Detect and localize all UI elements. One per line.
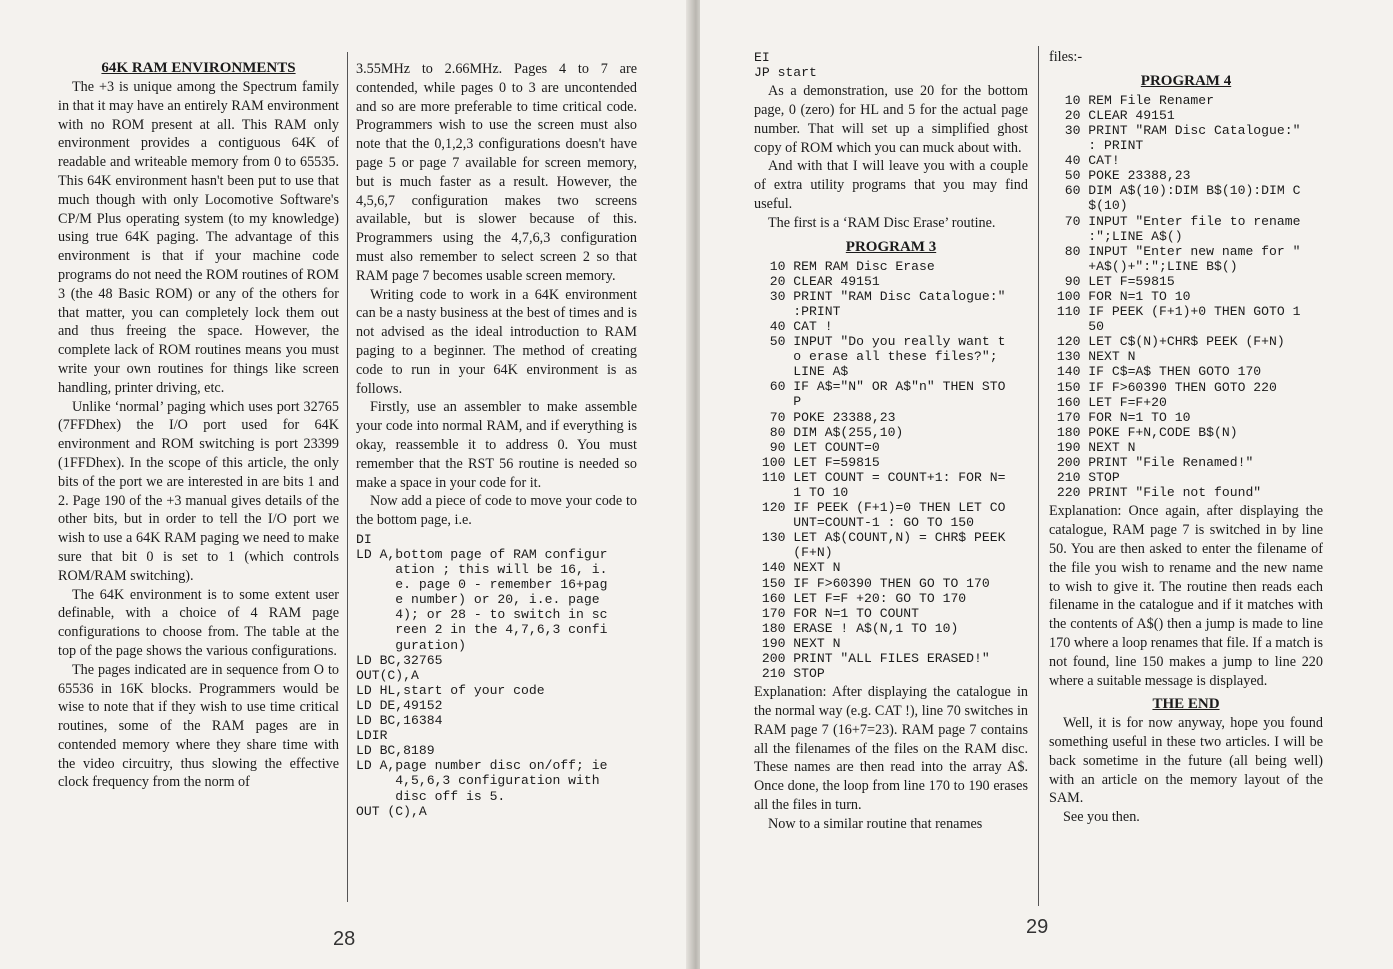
paragraph: Firstly, use an assembler to make assemble your code into normal RAM, and if everything is okay, reassemble it to address 0. You must remember that the RST 56 routine is needed so make a space in your code for it.	[356, 399, 637, 491]
paragraph: And with that I will leave you with a couple of extra utility programs that you may find useful.	[754, 158, 1028, 212]
left-page	[0, 0, 694, 969]
assembly-code-end: EI JP start	[754, 50, 817, 81]
right-column-1	[754, 48, 1028, 834]
left-column-2	[356, 60, 637, 821]
paragraph: files:-	[1049, 49, 1083, 65]
left-column-1	[58, 54, 339, 792]
program-3-listing: 10 REM RAM Disc Erase 20 CLEAR 49151 30 PRINT "RAM Disc Catalogue:" :PRINT 40 CAT ! 50 INPUT "Do you really want t o erase all these files?"; LINE A$ 60 IF A$="N" OR A$"n" THEN STO P 70 POKE 23388,23 80 DIM A$(255,10) 90 LET COUNT=0 100 LET F=59815 110 LET COUNT = COUNT+1: FOR N= 1 TO 10 120 IF PEEK (F+1)=0 THEN LET CO UNT=COUNT-1 : GO TO 150 130 LET A$(COUNT,N) = CHR$ PEEK (F+N) 140 NEXT N 150 IF F>60390 THEN GO TO 170 160 LET F=F +20: GO TO 170 170 FOR N=1 TO COUNT 180 ERASE ! A$(N,1 TO 10) 190 NEXT N 200 PRINT "ALL FILES ERASED!" 210 STOP	[761, 258, 1006, 682]
paragraph: Well, it is for now anyway, hope you found something useful in these two articles. I will be back sometime in the future (all being well) with an article on the memory layout of the SAM.	[1049, 715, 1323, 807]
paragraph: The first is a ‘RAM Disc Erase’ routine.	[768, 214, 996, 231]
program-4-listing: 10 REM File Renamer 20 CLEAR 49151 30 PRINT "RAM Disc Catalogue:" : PRINT 40 CAT! 50 POKE 23388,23 60 DIM A$(10):DIM B$(10):DIM C $(10) 70 INPUT "Enter file to rename :";LINE A$() 80 INPUT "Enter new name for " +A$()+":";LINE B$() 90 LET F=59815 100 FOR N=1 TO 10 110 IF PEEK (F+1)+0 THEN GOTO 1 50 120 LET C$(N)+CHR$ PEEK (F+N) 130 NEXT N 140 IF C$=A$ THEN GOTO 170 150 IF F>60390 THEN GOTO 220 160 LET F=F+20 170 FOR N=1 TO 10 180 POKE F+N,CODE B$(N) 190 NEXT N 200 PRINT "File Renamed!" 210 STOP 220 PRINT "File not found"	[1056, 92, 1301, 501]
paragraph: The 64K environment is to some extent user definable, with a choice of 4 RAM page configurations to choose from. The table at the top of the page shows the various configurations.	[58, 586, 339, 659]
end-heading: THE END	[1152, 696, 1220, 713]
page-number: 28	[333, 928, 356, 950]
paragraph: The +3 is unique among the Spectrum family in that it may have an entirely RAM environment with no ROM present at all. This RAM only environment provides a contiguous 64K of readable and writeable memory from 0 to 65535. This 64K environment hasn't been put to use that much though with only Locomotive Software's CP/M Plus operating system (to my knowledge) using true 64K paging. The advantage of this environment is that if your machine code programs do not need the ROM routines of ROM 3 (the 48 Basic ROM) or any of the others for that matter, you can completely lock them out and thus freeing the space. However, the complete lack of ROM routines means you must write your own routines for things like screen handling, printer driving, etc.	[58, 79, 339, 396]
right-page	[700, 0, 1393, 969]
paragraph: Explanation: After displaying the catalogue in the normal way (e.g. CAT !), line 70 switches in RAM page 7 (16+7=23). RAM page 7 contains all the filenames of the files on the RAM disc. These names are then read into the array A$. Once done, the loop from line 170 to 190 erases all the files in turn.	[754, 684, 1028, 813]
assembly-code: DI LD A,bottom page of RAM configur ation ; this will be 16, i. e. page 0 - remember 16+pag e number) or 20, i.e. page 4); or 28 - to switch in sc reen 2 in the 4,7,6,3 confi guration) LD BC,32765 OUT(C),A LD HL,start of your code LD DE,49152 LD BC,16384 LDIR LD BC,8189 LD A,page number disc on/off; ie 4,5,6,3 configuration with disc off is 5. OUT (C),A	[356, 531, 608, 819]
column-divider	[1038, 46, 1039, 906]
paragraph: 3.55MHz to 2.66MHz. Pages 4 to 7 are contended, while pages 0 to 3 are uncontended and so are more preferable to time critical code. Programmers wish to use the screen must also note that the 0,1,2,3 configurations doesn't have page 5 or page 7 available for screen memory, but is much faster as a result. However, the 4,5,6,7 configuration makes two screens available, but is slower because of this. Programmers using the 4,7,6,3 configuration must also remember to select screen 2 so that RAM page 7 becomes usable screen memory.	[356, 61, 637, 284]
column-divider	[347, 52, 348, 902]
paragraph: The pages indicated are in sequence from O to 65536 in 16K blocks. Programmers would be wise to note that if they wish to use time critical routines, some of the RAM pages are in contended memory where they share time with the video circuitry, thus slowing the effective clock frequency from the norm of	[58, 661, 339, 791]
paragraph: Now to a similar routine that renames	[768, 815, 983, 832]
right-column-2	[1049, 48, 1323, 827]
paragraph: See you then.	[1063, 809, 1140, 826]
page-number: 29	[1026, 916, 1049, 938]
program-4-heading: PROGRAM 4	[1140, 72, 1232, 89]
paragraph: Unlike ‘normal’ paging which uses port 32765 (7FFDhex) the I/O port used for 64K environment and ROM switching is port 23399 (1FFDhex). In the scope of this article, the only bits of the port we are interested in are bits 1 and 2. Page 190 of the +3 manual gives details of the other bits, but in order to tell the I/O port we wish to use a 64K RAM paging we need to make sure that bit 0 is set to 1 (which controls ROM/RAM switching).	[58, 398, 339, 584]
paragraph: Now add a piece of code to move your code to the bottom page, i.e.	[356, 493, 637, 529]
paragraph: Writing code to work in a 64K environment can be a nasty business at the best of times and is not advised as the ideal introduction to RAM paging to a beginner. The method of creating code to run in your 64K environment is as follows.	[356, 286, 637, 397]
article-heading: 64K RAM ENVIRONMENTS	[101, 60, 296, 76]
paragraph: Explanation: Once again, after displaying the catalogue, RAM page 7 is switched in by line 50. You are then asked to enter the filename of the file you wish to rename and the new name to wish to give it. The routine then reads each filename in the catalogue and if it matches with the contents of A$() then a jump is made to line 170 where a loop renames that file. If a match is not found, line 150 makes a jump to line 220 where a suitable message is displayed.	[1049, 503, 1323, 689]
paragraph: As a demonstration, use 20 for the bottom page, 0 (zero) for HL and 5 for the actual page number. That will set up a simplified ghost copy of ROM which you can muck about with.	[754, 83, 1028, 156]
program-3-heading: PROGRAM 3	[845, 238, 937, 255]
